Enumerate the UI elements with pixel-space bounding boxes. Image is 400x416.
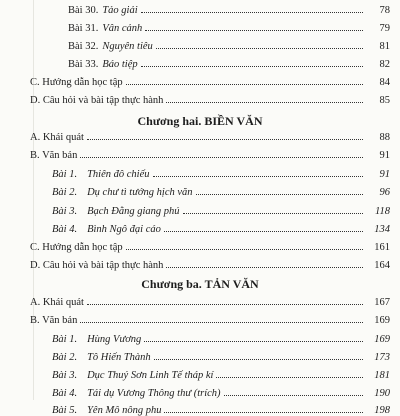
- lesson-title: Vân cảnh: [102, 23, 143, 34]
- section-title: B. Văn bản: [30, 315, 78, 326]
- page-number: 169: [374, 315, 390, 326]
- lesson-title: Dục Thuý Sơn Linh Tế tháp kí: [87, 370, 214, 381]
- page-number: 164: [374, 260, 390, 271]
- page-number: 161: [374, 242, 390, 253]
- section-title: C. Hướng dẫn học tập: [30, 77, 123, 88]
- chapter-label: Chương ba.: [141, 277, 202, 291]
- lesson-number: Bài 1.: [52, 169, 78, 180]
- dot-leader: [196, 194, 363, 195]
- toc-entry-ch3-overview[interactable]: [0, 290, 400, 308]
- lesson-number: Bài 1.: [52, 334, 78, 345]
- dot-leader: [156, 48, 363, 49]
- lesson-title: Báo tiệp: [102, 59, 138, 70]
- dot-leader: [166, 102, 363, 103]
- page-number: 167: [374, 297, 390, 308]
- dot-leader: [87, 139, 363, 140]
- chapter-name: BIỀN VĂN: [204, 114, 263, 128]
- lesson-number: Bài 5.: [52, 405, 78, 416]
- dot-leader: [87, 304, 363, 305]
- toc-entry-ch3-texts[interactable]: [0, 308, 400, 326]
- toc-entry-ch3-lesson-5[interactable]: [0, 382, 400, 416]
- toc-entry-ch2-guide[interactable]: [0, 235, 400, 253]
- lesson-title: Tô Hiến Thành: [87, 352, 151, 363]
- toc-entry-ch2-exercises[interactable]: [0, 253, 400, 271]
- lesson-title: Bình Ngô đại cáo: [87, 224, 161, 235]
- lesson-number: Bài 4.: [52, 224, 78, 235]
- page-number: 79: [379, 23, 390, 34]
- dot-leader: [80, 322, 363, 323]
- page-number: 96: [379, 187, 390, 198]
- page-number: 198: [374, 405, 390, 416]
- toc-entry-lesson-32[interactable]: [0, 34, 400, 52]
- page-number: 181: [374, 370, 390, 381]
- lesson-number: Bài 33.: [68, 59, 99, 70]
- lesson-title: Nguyên tiêu: [102, 41, 153, 52]
- page-number: 84: [379, 77, 390, 88]
- page-number: 78: [379, 5, 390, 16]
- page-number: 118: [375, 206, 390, 217]
- toc-entry-lesson-30[interactable]: [0, 0, 400, 16]
- dot-leader: [126, 249, 363, 250]
- section-title: D. Câu hỏi và bài tập thực hành: [30, 95, 164, 106]
- lesson-number: Bài 30.: [68, 5, 99, 16]
- lesson-number: Bài 2.: [52, 187, 78, 198]
- section-title: A. Khái quát: [30, 297, 84, 308]
- dot-leader: [166, 267, 363, 268]
- toc-entry-ch2-overview[interactable]: [0, 125, 400, 143]
- dot-leader: [154, 359, 363, 360]
- lesson-title: Dụ chư tì tướng hịch văn: [87, 187, 193, 198]
- dot-leader: [216, 377, 363, 378]
- page-number: 85: [379, 95, 390, 106]
- toc-entry-ch2-texts[interactable]: [0, 143, 400, 161]
- dot-leader: [164, 412, 363, 413]
- page-number: 190: [374, 388, 390, 399]
- toc-entry-ch2-lesson-3[interactable]: [0, 199, 400, 217]
- lesson-number: Bài 3.: [52, 370, 78, 381]
- page-number: 91: [379, 169, 390, 180]
- page-number: 82: [379, 59, 390, 70]
- dot-leader: [164, 231, 363, 232]
- page-number: 134: [374, 224, 390, 235]
- toc-entry-ch3-lesson-2[interactable]: [0, 345, 400, 363]
- section-title: A. Khái quát: [30, 132, 84, 143]
- section-title: C. Hướng dẫn học tập: [30, 242, 123, 253]
- lesson-number: Bài 4.: [52, 388, 78, 399]
- page-number: 173: [374, 352, 390, 363]
- toc-entry-lesson-33[interactable]: [0, 52, 400, 70]
- chapter-label: Chương hai.: [137, 114, 202, 128]
- toc-entry-ch2-lesson-1[interactable]: [0, 162, 400, 180]
- lesson-title: Hùng Vương: [87, 334, 142, 345]
- toc-entry-section-d[interactable]: [0, 88, 400, 106]
- dot-leader: [141, 66, 363, 67]
- lesson-number: Bài 2.: [52, 352, 78, 363]
- section-title: D. Câu hỏi và bài tập thực hành: [30, 260, 164, 271]
- lesson-title: Tái dụ Vương Thông thư (trích): [87, 388, 221, 399]
- toc-entry-ch3-lesson-1[interactable]: [0, 327, 400, 345]
- chapter-name: TẢN VĂN: [204, 277, 259, 291]
- dot-leader: [153, 176, 364, 177]
- dot-leader: [80, 157, 363, 158]
- dot-leader: [145, 30, 363, 31]
- lesson-title: Tảo giải: [102, 5, 138, 16]
- dot-leader: [144, 341, 363, 342]
- toc-entry-ch2-lesson-2[interactable]: [0, 180, 400, 198]
- lesson-number: Bài 32.: [68, 41, 99, 52]
- toc-entry-section-c[interactable]: [0, 70, 400, 88]
- dot-leader: [126, 84, 363, 85]
- page-number: 88: [379, 132, 390, 143]
- lesson-title: Bạch Đằng giang phú: [87, 206, 180, 217]
- lesson-number: Bài 3.: [52, 206, 78, 217]
- lesson-title: Thiên đô chiếu: [87, 169, 150, 180]
- lesson-title: Yên Mô nông phu: [87, 405, 162, 416]
- page-number: 91: [379, 150, 390, 161]
- dot-leader: [141, 12, 363, 13]
- page-number: 81: [379, 41, 390, 52]
- page-number: 169: [374, 334, 390, 345]
- dot-leader: [183, 213, 363, 214]
- section-title: B. Văn bản: [30, 150, 78, 161]
- toc-entry-lesson-31[interactable]: [0, 16, 400, 34]
- toc-entry-ch2-lesson-4[interactable]: [0, 217, 400, 235]
- lesson-number: Bài 31.: [68, 23, 99, 34]
- toc-entry-ch3-lesson-3[interactable]: [0, 363, 400, 381]
